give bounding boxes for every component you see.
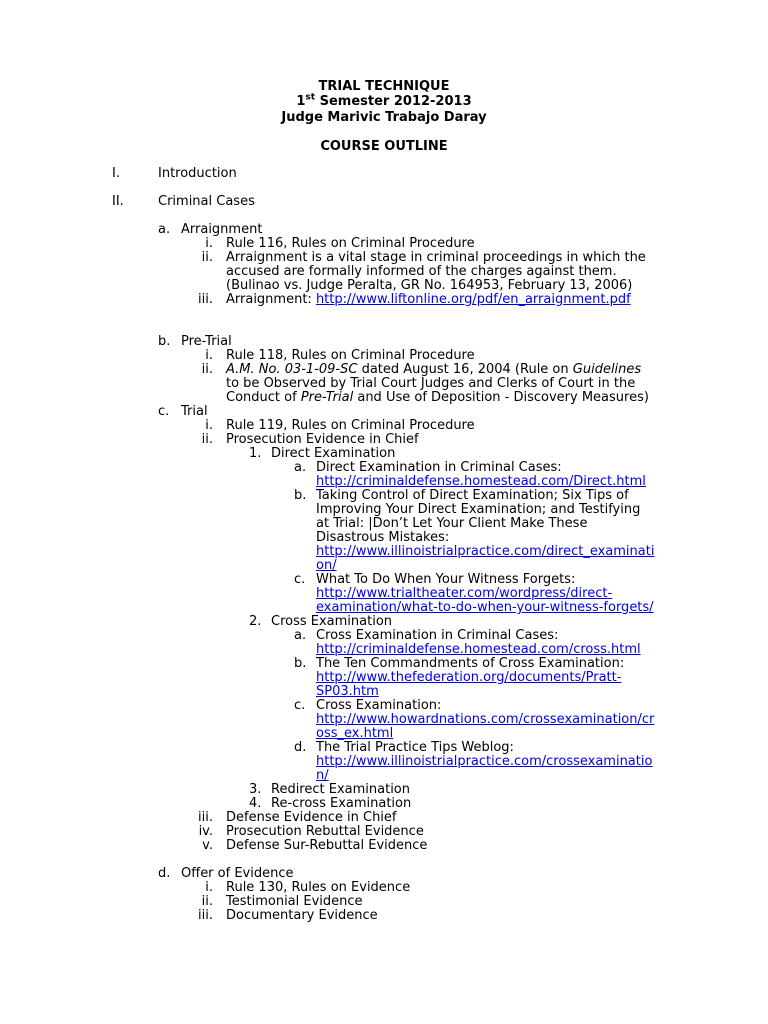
cross-a-link[interactable]: http://criminaldefense.homestead.com/cross.html: [316, 642, 641, 657]
pretrial-i: Rule 118, Rules on Criminal Procedure: [226, 348, 475, 363]
direct-a-marker: a.: [294, 460, 307, 475]
direct-b-line2: Improving Your Direct Examination; and Testifying: [316, 502, 641, 517]
direct-b-link-part1[interactable]: http://www.illinoistrialpractice.com/direct_examinati: [316, 544, 655, 559]
arraignment-iii: [226, 293, 631, 307]
trial-iii: Defense Evidence in Chief: [226, 810, 397, 825]
offer-iii-marker: iii.: [198, 908, 213, 923]
section-introduction: Introduction: [158, 166, 237, 181]
pretrial-ii-line3: [226, 391, 649, 405]
trial-i-marker: i.: [205, 418, 213, 433]
offer-label: Offer of Evidence: [181, 866, 294, 881]
pretrial-marker: b.: [158, 334, 171, 349]
arraignment-pdf-link[interactable]: http://www.liftonline.org/pdf/en_arraignment.pdf: [315, 292, 631, 307]
arraignment-label: Arraignment: [181, 222, 263, 237]
cross-a-marker: a.: [294, 628, 307, 643]
trial-ii: Prosecution Evidence in Chief: [226, 432, 419, 447]
redirect-marker: 3.: [249, 782, 262, 797]
recross-label: Re-cross Examination: [271, 796, 412, 811]
direct-b-line1: Taking Control of Direct Examination; Six Tips of: [316, 488, 629, 503]
pretrial-italic: Pre-Trial: [300, 390, 354, 405]
trial-iv-marker: iv.: [198, 824, 213, 839]
semester-rest: Semester 2012-2013: [315, 94, 472, 109]
trial-label: Trial: [181, 404, 208, 419]
arraignment-marker: a.: [158, 222, 171, 237]
cross-b-marker: b.: [294, 656, 307, 671]
offer-i: Rule 130, Rules on Evidence: [226, 880, 411, 895]
offer-ii: Testimonial Evidence: [226, 894, 363, 909]
direct-b-line3: at Trial: |Don’t Let Your Client Make These: [316, 516, 588, 531]
section-marker-ii: II.: [112, 194, 124, 209]
pretrial-ii-marker: ii.: [201, 362, 213, 377]
trial-i: Rule 119, Rules on Criminal Procedure: [226, 418, 475, 433]
arraignment-ii-marker: ii.: [201, 250, 213, 265]
trial-iii-marker: iii.: [198, 810, 213, 825]
recross-marker: 4.: [249, 796, 262, 811]
arraignment-iii-text: Arraignment:: [226, 292, 316, 307]
direct-b-line4: Disastrous Mistakes:: [316, 530, 450, 545]
offer-iii: Documentary Evidence: [226, 908, 378, 923]
pretrial-ii-line3a: Conduct of: [226, 390, 301, 405]
direct-label: Direct Examination: [271, 446, 396, 461]
trial-v-marker: v.: [202, 838, 213, 853]
trial-marker: c.: [158, 404, 170, 419]
direct-c-marker: c.: [294, 572, 306, 587]
pretrial-ii-line3b: and Use of Deposition - Discovery Measures): [353, 390, 649, 405]
trial-iv: Prosecution Rebuttal Evidence: [226, 824, 424, 839]
arraignment-ii-line1: Arraignment is a vital stage in criminal proceedings in which the: [226, 250, 646, 265]
offer-i-marker: i.: [205, 880, 213, 895]
judge-name: Judge Marivic Trabajo Daray: [281, 110, 487, 125]
trial-v: Defense Sur-Rebuttal Evidence: [226, 838, 428, 853]
cross-d-marker: d.: [294, 740, 307, 755]
direct-c-link-part1[interactable]: http://www.trialtheater.com/wordpress/direct-: [316, 586, 613, 601]
pretrial-ii-dated: dated August 16, 2004 (Rule on: [357, 362, 573, 377]
course-title: TRIAL TECHNIQUE: [318, 79, 450, 94]
arraignment-iii-marker: iii.: [198, 292, 213, 307]
cross-d-text: The Trial Practice Tips Weblog:: [316, 740, 514, 755]
cross-d-link-part1[interactable]: http://www.illinoistrialpractice.com/crossexaminatio: [316, 754, 653, 769]
cross-c-link-part2[interactable]: oss_ex.html: [316, 726, 394, 741]
cross-marker: 2.: [249, 614, 262, 629]
offer-marker: d.: [158, 866, 171, 881]
semester-ordinal-suffix: st: [305, 92, 316, 103]
cross-c-marker: c.: [294, 698, 306, 713]
pretrial-i-marker: i.: [205, 348, 213, 363]
arraignment-ii-line2: accused are formally informed of the charges against them.: [226, 264, 617, 279]
semester-ordinal: 1: [296, 94, 306, 109]
pretrial-ii-line2: to be Observed by Trial Court Judges and Clerks of Court in the: [226, 376, 636, 391]
cross-b-link-part2[interactable]: SP03.htm: [316, 684, 379, 699]
direct-c-text: What To Do When Your Witness Forgets:: [316, 572, 576, 587]
cross-label: Cross Examination: [271, 614, 393, 629]
semester-line: [0, 94, 768, 109]
direct-a-link[interactable]: http://criminaldefense.homestead.com/Direct.html: [316, 474, 646, 489]
direct-c-link-part2[interactable]: examination/what-to-do-when-your-witness-forgets/: [316, 600, 654, 615]
guidelines-word: Guidelines: [572, 362, 642, 377]
pretrial-ii-line1: [226, 363, 641, 377]
arraignment-i: Rule 116, Rules on Criminal Procedure: [226, 236, 475, 251]
cross-c-text: Cross Examination:: [316, 698, 442, 713]
cross-b-link-part1[interactable]: http://www.thefederation.org/documents/Pratt-: [316, 670, 622, 685]
section-criminal-cases: Criminal Cases: [158, 194, 255, 209]
direct-a-text: Direct Examination in Criminal Cases:: [316, 460, 562, 475]
redirect-label: Redirect Examination: [271, 782, 411, 797]
direct-b-link-part2[interactable]: on/: [316, 558, 337, 573]
arraignment-ii-line3: (Bulinao vs. Judge Peralta, GR No. 164953, February 13, 2006): [226, 278, 633, 293]
cross-d-link-part2[interactable]: n/: [316, 768, 329, 783]
am-number: A.M. No. 03-1-09-SC: [226, 362, 358, 377]
cross-c-link-part1[interactable]: http://www.howardnations.com/crossexamination/cr: [316, 712, 655, 727]
direct-b-marker: b.: [294, 488, 307, 503]
cross-b-text: The Ten Commandments of Cross Examination:: [316, 656, 625, 671]
trial-ii-marker: ii.: [201, 432, 213, 447]
cross-a-text: Cross Examination in Criminal Cases:: [316, 628, 559, 643]
offer-ii-marker: ii.: [201, 894, 213, 909]
outline-title: COURSE OUTLINE: [320, 139, 448, 154]
direct-marker: 1.: [249, 446, 262, 461]
arraignment-i-marker: i.: [205, 236, 213, 251]
pretrial-label: Pre-Trial: [181, 334, 232, 349]
section-marker-i: I.: [112, 166, 120, 181]
